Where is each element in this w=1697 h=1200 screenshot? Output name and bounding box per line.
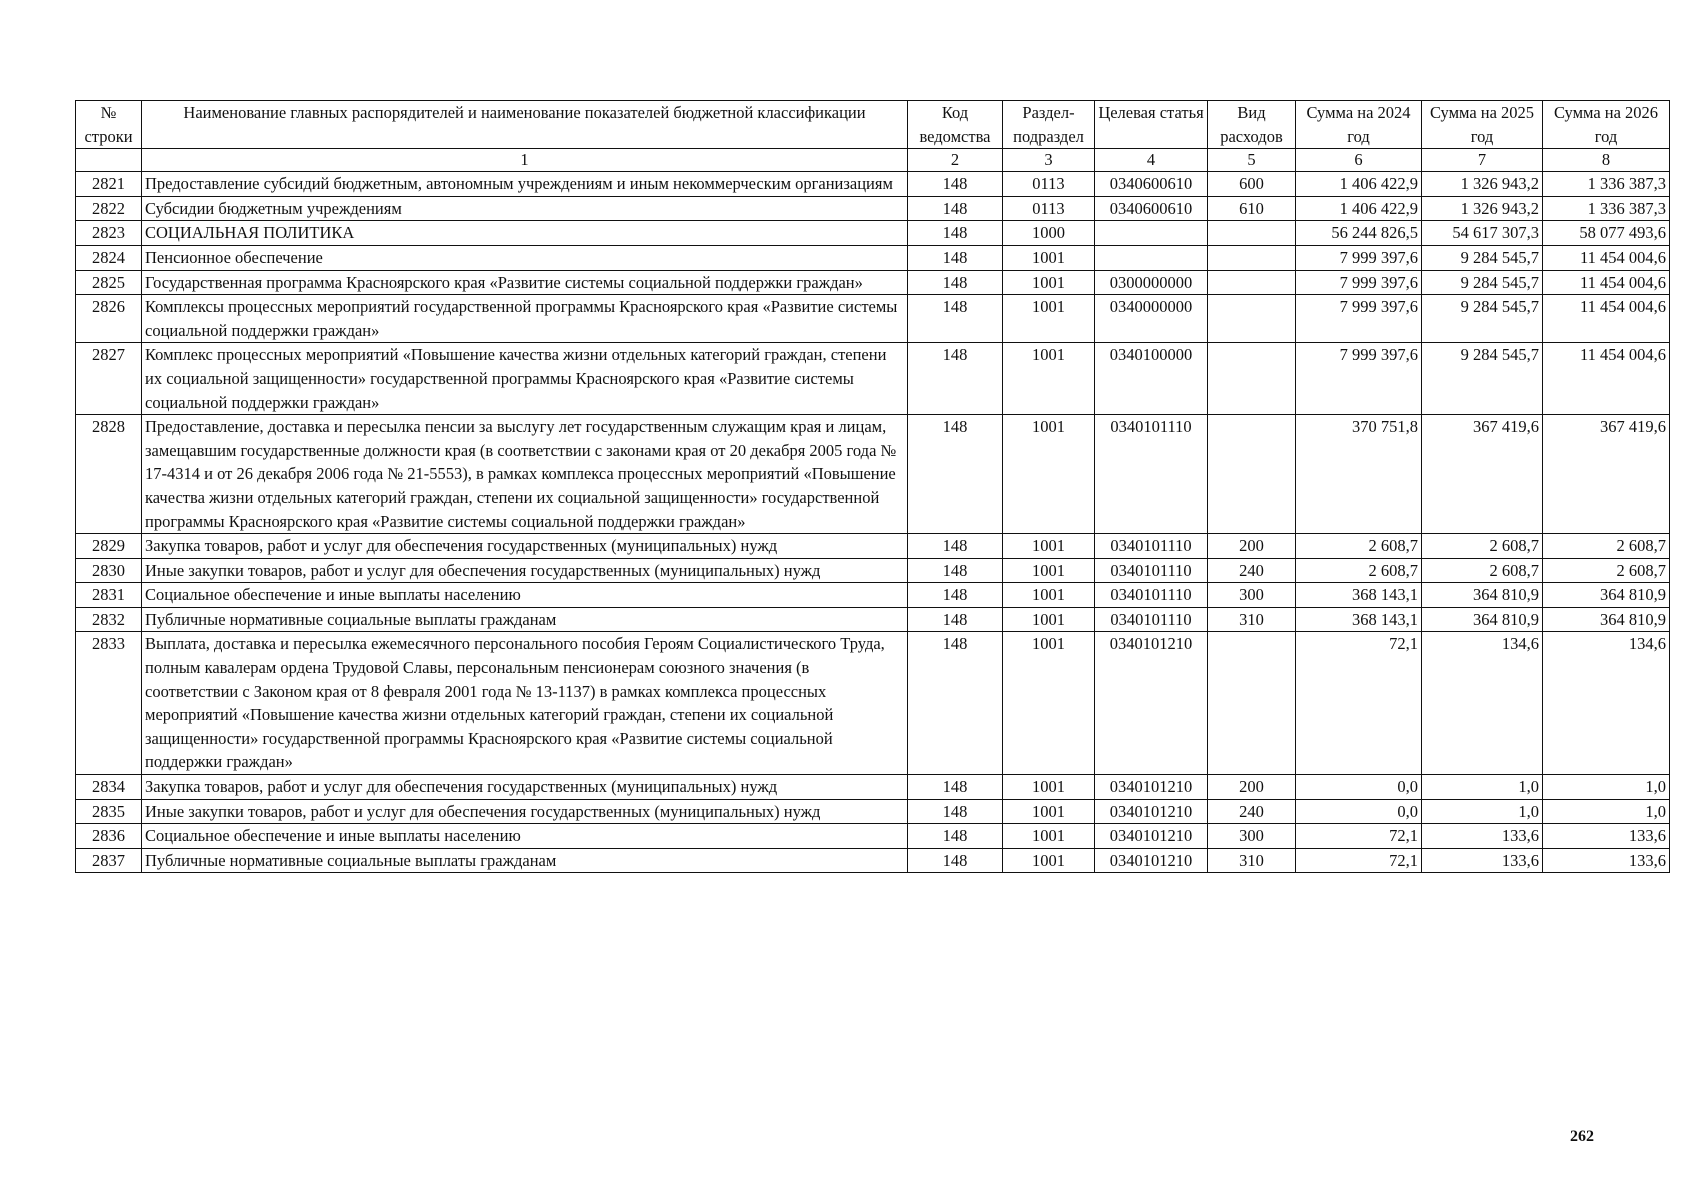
cell-expense-type: 300 (1208, 824, 1296, 849)
cell-name: Предоставление, доставка и пересылка пенсии за выслугу лет государственным служащим края и лицам, замещавшим государственные должности края (в соответствии с законами края от 20 декабря 2005 года № 17-4314 и от 26 декабря 2006 года № 21-5553), в рамках комплекса процессных мероприятий «Повышение качества жизни отдельных категорий граждан, степени их социальной защищенности» государственной программы Красноярского края «Развитие системы социальной поддержки граждан» (142, 415, 908, 534)
table-row (76, 558, 1670, 583)
cell-department-code: 148 (908, 415, 1003, 534)
cell-department-code: 148 (908, 583, 1003, 608)
cell-target-item: 0340101110 (1095, 558, 1208, 583)
cell-section: 1001 (1003, 343, 1095, 415)
cell-row-number: 2821 (76, 172, 142, 197)
cell-section: 1001 (1003, 534, 1095, 559)
cell-expense-type: 240 (1208, 799, 1296, 824)
cell-sum-2026: 367 419,6 (1543, 415, 1670, 534)
cell-sum-2024: 1 406 422,9 (1296, 172, 1422, 197)
cell-row-number: 2829 (76, 534, 142, 559)
table-row (76, 848, 1670, 873)
cell-sum-2024: 7 999 397,6 (1296, 270, 1422, 295)
cell-sum-2025: 2 608,7 (1422, 558, 1543, 583)
cell-sum-2025: 9 284 545,7 (1422, 245, 1543, 270)
cell-target-item: 0340101210 (1095, 799, 1208, 824)
cell-target-item: 0340600610 (1095, 196, 1208, 221)
cell-target-item: 0340101110 (1095, 583, 1208, 608)
cell-department-code: 148 (908, 245, 1003, 270)
cell-target-item: 0340101210 (1095, 632, 1208, 775)
cell-target-item: 0340101210 (1095, 848, 1208, 873)
cell-section: 1001 (1003, 775, 1095, 800)
cell-section: 1001 (1003, 270, 1095, 295)
cell-expense-type: 600 (1208, 172, 1296, 197)
cell-target-item (1095, 221, 1208, 246)
cell-row-number: 2836 (76, 824, 142, 849)
cell-target-item: 0340000000 (1095, 295, 1208, 343)
cell-sum-2025: 1,0 (1422, 775, 1543, 800)
cell-sum-2026: 11 454 004,6 (1543, 245, 1670, 270)
cell-expense-type (1208, 632, 1296, 775)
cell-section: 1001 (1003, 583, 1095, 608)
cell-expense-type: 240 (1208, 558, 1296, 583)
cell-section: 1001 (1003, 558, 1095, 583)
cell-expense-type: 310 (1208, 607, 1296, 632)
cell-row-number: 2828 (76, 415, 142, 534)
cell-row-number: 2827 (76, 343, 142, 415)
cell-target-item: 0340101210 (1095, 775, 1208, 800)
cell-expense-type (1208, 415, 1296, 534)
header-sum-2025: Сумма на 2025 год (1422, 101, 1543, 149)
cell-sum-2024: 370 751,8 (1296, 415, 1422, 534)
cell-expense-type: 300 (1208, 583, 1296, 608)
cell-section: 1000 (1003, 221, 1095, 246)
table-row (76, 799, 1670, 824)
cell-name: Публичные нормативные социальные выплаты гражданам (142, 848, 908, 873)
cell-expense-type: 610 (1208, 196, 1296, 221)
cell-name: Иные закупки товаров, работ и услуг для обеспечения государственных (муниципальных) нужд (142, 558, 908, 583)
cell-sum-2024: 0,0 (1296, 775, 1422, 800)
table-row (76, 534, 1670, 559)
header-department-code: Код ведомства (908, 101, 1003, 149)
cell-name: Предоставление субсидий бюджетным, автономным учреждениям и иным некоммерческим организациям (142, 172, 908, 197)
cell-sum-2025: 1 326 943,2 (1422, 196, 1543, 221)
cell-expense-type: 310 (1208, 848, 1296, 873)
cell-sum-2025: 9 284 545,7 (1422, 343, 1543, 415)
header-name: Наименование главных распорядителей и наименование показателей бюджетной классификации (142, 101, 908, 149)
cell-target-item: 0340101210 (1095, 824, 1208, 849)
cell-sum-2025: 9 284 545,7 (1422, 270, 1543, 295)
cell-sum-2024: 7 999 397,6 (1296, 245, 1422, 270)
cell-sum-2025: 54 617 307,3 (1422, 221, 1543, 246)
cell-sum-2026: 364 810,9 (1543, 607, 1670, 632)
column-number: 7 (1422, 149, 1543, 172)
cell-department-code: 148 (908, 295, 1003, 343)
cell-expense-type (1208, 295, 1296, 343)
cell-sum-2024: 368 143,1 (1296, 607, 1422, 632)
cell-sum-2024: 72,1 (1296, 848, 1422, 873)
cell-department-code: 148 (908, 799, 1003, 824)
cell-department-code: 148 (908, 343, 1003, 415)
cell-department-code: 148 (908, 558, 1003, 583)
cell-department-code: 148 (908, 607, 1003, 632)
page-number: 262 (1570, 1128, 1594, 1145)
cell-row-number: 2826 (76, 295, 142, 343)
cell-sum-2026: 11 454 004,6 (1543, 343, 1670, 415)
header-section: Раздел-подраздел (1003, 101, 1095, 149)
cell-sum-2025: 1 326 943,2 (1422, 172, 1543, 197)
table-row (76, 824, 1670, 849)
cell-sum-2024: 7 999 397,6 (1296, 343, 1422, 415)
cell-sum-2024: 1 406 422,9 (1296, 196, 1422, 221)
column-number: 8 (1543, 149, 1670, 172)
cell-sum-2026: 134,6 (1543, 632, 1670, 775)
cell-target-item: 0340600610 (1095, 172, 1208, 197)
cell-target-item: 0340101110 (1095, 607, 1208, 632)
cell-department-code: 148 (908, 172, 1003, 197)
table-row (76, 607, 1670, 632)
cell-row-number: 2825 (76, 270, 142, 295)
table-body (76, 172, 1670, 873)
cell-section: 0113 (1003, 196, 1095, 221)
cell-name: Субсидии бюджетным учреждениям (142, 196, 908, 221)
cell-section: 1001 (1003, 799, 1095, 824)
cell-sum-2026: 133,6 (1543, 824, 1670, 849)
cell-sum-2025: 364 810,9 (1422, 607, 1543, 632)
cell-name: Пенсионное обеспечение (142, 245, 908, 270)
cell-target-item: 0340100000 (1095, 343, 1208, 415)
cell-sum-2024: 2 608,7 (1296, 534, 1422, 559)
cell-expense-type (1208, 245, 1296, 270)
header-sum-2026: Сумма на 2026 год (1543, 101, 1670, 149)
column-number: 5 (1208, 149, 1296, 172)
cell-department-code: 148 (908, 534, 1003, 559)
column-number: 4 (1095, 149, 1208, 172)
table-row (76, 245, 1670, 270)
cell-target-item: 0340101110 (1095, 415, 1208, 534)
cell-row-number: 2835 (76, 799, 142, 824)
cell-section: 1001 (1003, 245, 1095, 270)
cell-section: 1001 (1003, 824, 1095, 849)
cell-name: Комплекс процессных мероприятий «Повышение качества жизни отдельных категорий граждан, степени их социальной защищенности» государственной программы Красноярского края «Развитие системы социальной поддержки граждан» (142, 343, 908, 415)
cell-expense-type: 200 (1208, 775, 1296, 800)
cell-name: Публичные нормативные социальные выплаты гражданам (142, 607, 908, 632)
cell-section: 1001 (1003, 295, 1095, 343)
header-expense-type: Вид расходов (1208, 101, 1296, 149)
table-row (76, 196, 1670, 221)
table-row (76, 295, 1670, 343)
cell-sum-2025: 2 608,7 (1422, 534, 1543, 559)
cell-department-code: 148 (908, 824, 1003, 849)
cell-target-item: 0300000000 (1095, 270, 1208, 295)
cell-sum-2026: 11 454 004,6 (1543, 295, 1670, 343)
cell-sum-2026: 2 608,7 (1543, 558, 1670, 583)
cell-row-number: 2832 (76, 607, 142, 632)
cell-sum-2024: 7 999 397,6 (1296, 295, 1422, 343)
cell-sum-2026: 1 336 387,3 (1543, 172, 1670, 197)
cell-sum-2025: 134,6 (1422, 632, 1543, 775)
cell-name: Выплата, доставка и пересылка ежемесячного персонального пособия Героям Социалистического Труда, полным кавалерам ордена Трудовой Славы, персональным пенсионерам союзного значения (в соответствии с Законом края от 8 февраля 2001 года № 13-1137) в рамках комплекса процессных мероприятий «Повышение качества жизни отдельных категорий граждан, степени их социальной защищенности» государственной программы Красноярского края «Развитие системы социальной поддержки граждан» (142, 632, 908, 775)
cell-row-number: 2824 (76, 245, 142, 270)
cell-target-item: 0340101110 (1095, 534, 1208, 559)
cell-row-number: 2837 (76, 848, 142, 873)
table-row (76, 583, 1670, 608)
column-number: 6 (1296, 149, 1422, 172)
cell-sum-2026: 11 454 004,6 (1543, 270, 1670, 295)
header-sum-2024: Сумма на 2024 год (1296, 101, 1422, 149)
cell-section: 1001 (1003, 415, 1095, 534)
cell-department-code: 148 (908, 848, 1003, 873)
cell-sum-2024: 72,1 (1296, 824, 1422, 849)
cell-department-code: 148 (908, 270, 1003, 295)
cell-target-item (1095, 245, 1208, 270)
table-row (76, 632, 1670, 775)
cell-expense-type (1208, 343, 1296, 415)
cell-row-number: 2823 (76, 221, 142, 246)
cell-row-number: 2833 (76, 632, 142, 775)
cell-expense-type (1208, 270, 1296, 295)
cell-name: Социальное обеспечение и иные выплаты населению (142, 583, 908, 608)
cell-section: 1001 (1003, 848, 1095, 873)
cell-name: Социальное обеспечение и иные выплаты населению (142, 824, 908, 849)
cell-sum-2024: 368 143,1 (1296, 583, 1422, 608)
cell-sum-2024: 56 244 826,5 (1296, 221, 1422, 246)
column-number: 1 (142, 149, 908, 172)
table-row (76, 172, 1670, 197)
cell-sum-2026: 1,0 (1543, 799, 1670, 824)
column-number: 3 (1003, 149, 1095, 172)
cell-sum-2026: 1,0 (1543, 775, 1670, 800)
table-row (76, 775, 1670, 800)
cell-sum-2024: 72,1 (1296, 632, 1422, 775)
cell-row-number: 2831 (76, 583, 142, 608)
header-target-item: Целевая статья (1095, 101, 1208, 149)
cell-name: Закупка товаров, работ и услуг для обеспечения государственных (муниципальных) нужд (142, 775, 908, 800)
cell-row-number: 2822 (76, 196, 142, 221)
cell-row-number: 2834 (76, 775, 142, 800)
cell-row-number: 2830 (76, 558, 142, 583)
cell-department-code: 148 (908, 221, 1003, 246)
cell-name: Государственная программа Красноярского края «Развитие системы социальной поддержки граждан» (142, 270, 908, 295)
cell-section: 1001 (1003, 607, 1095, 632)
cell-department-code: 148 (908, 775, 1003, 800)
cell-expense-type: 200 (1208, 534, 1296, 559)
cell-department-code: 148 (908, 632, 1003, 775)
cell-sum-2024: 0,0 (1296, 799, 1422, 824)
header-row-number: № строки (76, 101, 142, 149)
cell-sum-2025: 9 284 545,7 (1422, 295, 1543, 343)
cell-section: 0113 (1003, 172, 1095, 197)
column-number: 2 (908, 149, 1003, 172)
table-header-row (76, 101, 1670, 149)
cell-sum-2025: 1,0 (1422, 799, 1543, 824)
table-row (76, 415, 1670, 534)
cell-name: Комплексы процессных мероприятий государственной программы Красноярского края «Развитие системы социальной поддержки граждан» (142, 295, 908, 343)
cell-sum-2025: 133,6 (1422, 824, 1543, 849)
table-row (76, 221, 1670, 246)
cell-expense-type (1208, 221, 1296, 246)
table-row (76, 343, 1670, 415)
cell-sum-2025: 367 419,6 (1422, 415, 1543, 534)
cell-department-code: 148 (908, 196, 1003, 221)
cell-sum-2025: 364 810,9 (1422, 583, 1543, 608)
cell-section: 1001 (1003, 632, 1095, 775)
table-row (76, 270, 1670, 295)
cell-sum-2026: 1 336 387,3 (1543, 196, 1670, 221)
cell-name: Иные закупки товаров, работ и услуг для обеспечения государственных (муниципальных) нужд (142, 799, 908, 824)
cell-sum-2026: 364 810,9 (1543, 583, 1670, 608)
budget-table (75, 100, 1670, 873)
cell-sum-2025: 133,6 (1422, 848, 1543, 873)
cell-name: Закупка товаров, работ и услуг для обеспечения государственных (муниципальных) нужд (142, 534, 908, 559)
cell-sum-2024: 2 608,7 (1296, 558, 1422, 583)
column-number-blank (76, 149, 142, 172)
cell-sum-2026: 2 608,7 (1543, 534, 1670, 559)
column-number-row (76, 149, 1670, 172)
cell-name: СОЦИАЛЬНАЯ ПОЛИТИКА (142, 221, 908, 246)
cell-sum-2026: 133,6 (1543, 848, 1670, 873)
cell-sum-2026: 58 077 493,6 (1543, 221, 1670, 246)
